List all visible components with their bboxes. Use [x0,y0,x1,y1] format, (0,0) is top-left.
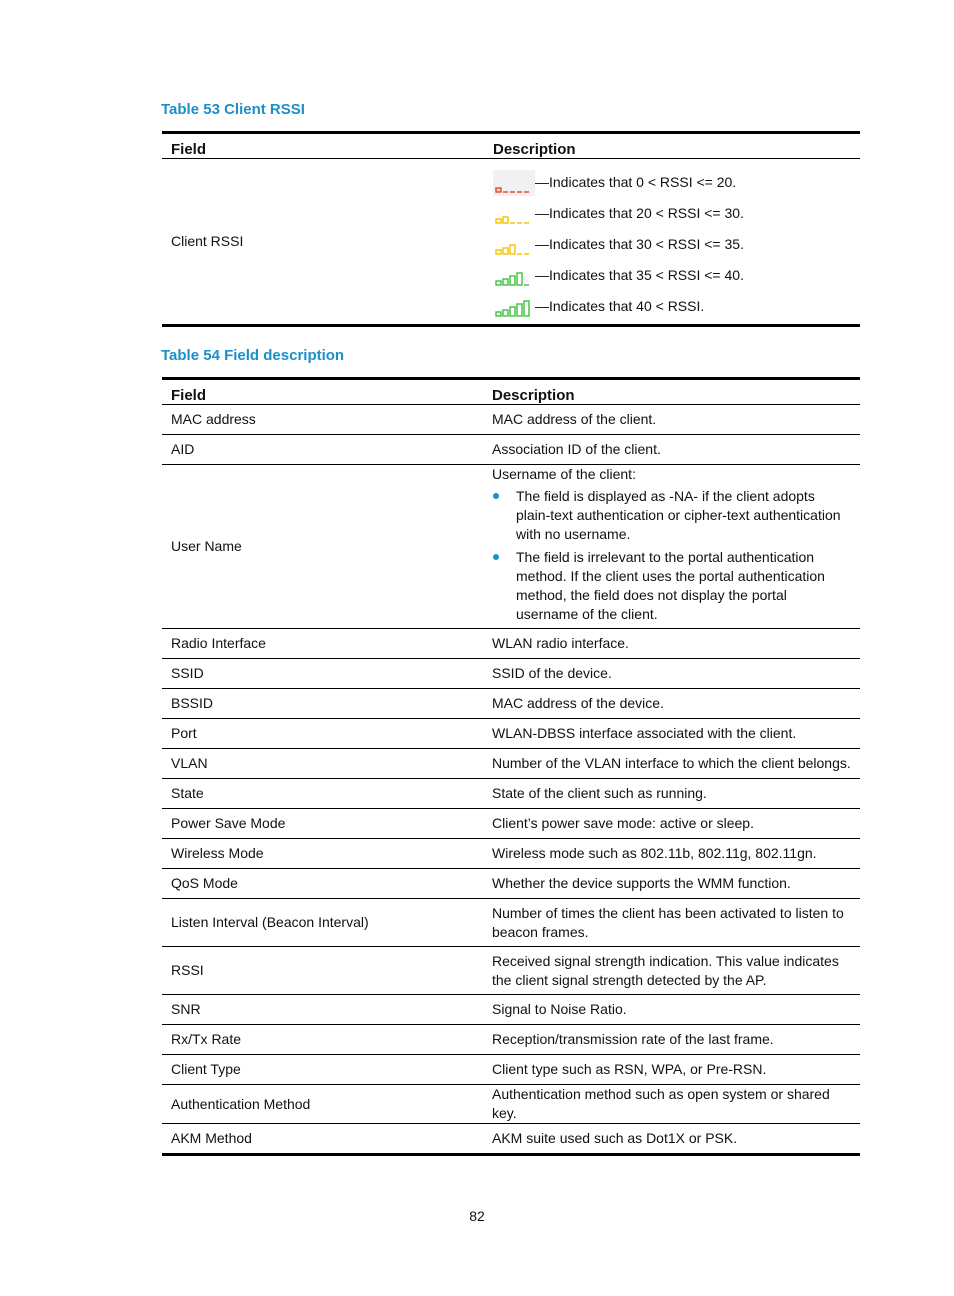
description-cell: Whether the device supports the WMM function. [483,869,860,899]
table-row [162,689,860,719]
description-cell: State of the client such as running. [483,779,860,809]
rssi-legend-text: —Indicates that 40 < RSSI. [535,298,705,314]
header-field: Field [162,133,484,159]
rssi-legend-text: —Indicates that 20 < RSSI <= 30. [535,205,744,221]
table-row [162,749,860,779]
rssi-legend-list [493,167,851,322]
rssi-legend-text: —Indicates that 35 < RSSI <= 40. [535,267,744,283]
user-name-bullets [492,487,851,624]
description-cell: Number of times the client has been activated to listen to beacon frames. [483,899,860,947]
field-cell: User Name [162,465,483,629]
field-cell: RSSI [162,947,483,995]
field-cell: QoS Mode [162,869,483,899]
description-cell [483,465,860,629]
rssi-legend-item [493,198,851,229]
description-cell: MAC address of the client. [483,405,860,435]
table-row [162,839,860,869]
description-cell: SSID of the device. [483,659,860,689]
table-row [162,995,860,1025]
table-row [162,869,860,899]
description-cell: Reception/transmission rate of the last frame. [483,1025,860,1055]
description-cell: Received signal strength indication. This value indicates the client signal strength detected by the AP. [483,947,860,995]
description-cell: AKM suite used such as Dot1X or PSK. [483,1124,860,1155]
header-description: Description [483,379,860,405]
description-cell: Number of the VLAN interface to which the client belongs. [483,749,860,779]
rssi-legend-text: —Indicates that 30 < RSSI <= 35. [535,236,744,252]
header-field: Field [162,379,483,405]
description-cell: Client type such as RSN, WPA, or Pre-RSN. [483,1055,860,1085]
table-row [162,629,860,659]
signal-strength-icon [493,201,535,227]
table-row [162,899,860,947]
signal-strength-icon [493,170,535,196]
table-row [162,1085,860,1124]
table-row [162,659,860,689]
table-row [162,719,860,749]
table-row [162,1124,860,1155]
rssi-legend-item [493,167,851,198]
field-cell: AID [162,435,483,465]
rssi-legend-item [493,291,851,322]
table-row [162,809,860,839]
field-cell: MAC address [162,405,483,435]
table-row [162,1025,860,1055]
header-description: Description [484,133,860,159]
table-row [162,1055,860,1085]
field-cell: State [162,779,483,809]
field-cell: BSSID [162,689,483,719]
signal-strength-icon [493,263,535,289]
description-cell: WLAN radio interface. [483,629,860,659]
table-row [162,947,860,995]
user-name-intro: Username of the client: [492,466,636,482]
bullet-item: The field is irrelevant to the portal authentication method. If the client uses the portal authentication method, the field does not display the portal username of the client. [492,548,851,624]
description-cell: Wireless mode such as 802.11b, 802.11g, 802.11gn. [483,839,860,869]
page-number: 82 [469,1208,485,1224]
field-cell: VLAN [162,749,483,779]
field-cell: Client Type [162,1055,483,1085]
client-rssi-description [484,159,860,326]
field-cell: SSID [162,659,483,689]
description-cell: MAC address of the device. [483,689,860,719]
client-rssi-table [162,131,860,327]
signal-strength-icon [493,232,535,258]
rssi-legend-text: —Indicates that 0 < RSSI <= 20. [535,174,737,190]
table-row [162,779,860,809]
field-cell: Power Save Mode [162,809,483,839]
field-cell: Radio Interface [162,629,483,659]
field-cell: Listen Interval (Beacon Interval) [162,899,483,947]
description-cell: WLAN-DBSS interface associated with the client. [483,719,860,749]
signal-strength-icon [493,294,535,320]
table-53-caption: Table 53 Client RSSI [161,101,305,118]
description-cell: Association ID of the client. [483,435,860,465]
table-row [162,465,860,629]
description-cell: Authentication method such as open system or shared key. [483,1085,860,1124]
field-cell: Port [162,719,483,749]
field-cell: Rx/Tx Rate [162,1025,483,1055]
rssi-legend-item [493,229,851,260]
field-cell: AKM Method [162,1124,483,1155]
description-cell: Signal to Noise Ratio. [483,995,860,1025]
field-cell: SNR [162,995,483,1025]
table-54-caption: Table 54 Field description [161,347,345,364]
table-row [162,405,860,435]
bullet-item: The field is displayed as -NA- if the client adopts plain-text authentication or cipher-text authentication with no username. [492,487,851,544]
table-row [162,435,860,465]
field-description-table [162,377,860,1156]
rssi-legend-item [493,260,851,291]
field-cell: Wireless Mode [162,839,483,869]
client-rssi-field: Client RSSI [162,159,484,326]
description-cell: Client’s power save mode: active or sleep. [483,809,860,839]
field-cell: Authentication Method [162,1085,483,1124]
